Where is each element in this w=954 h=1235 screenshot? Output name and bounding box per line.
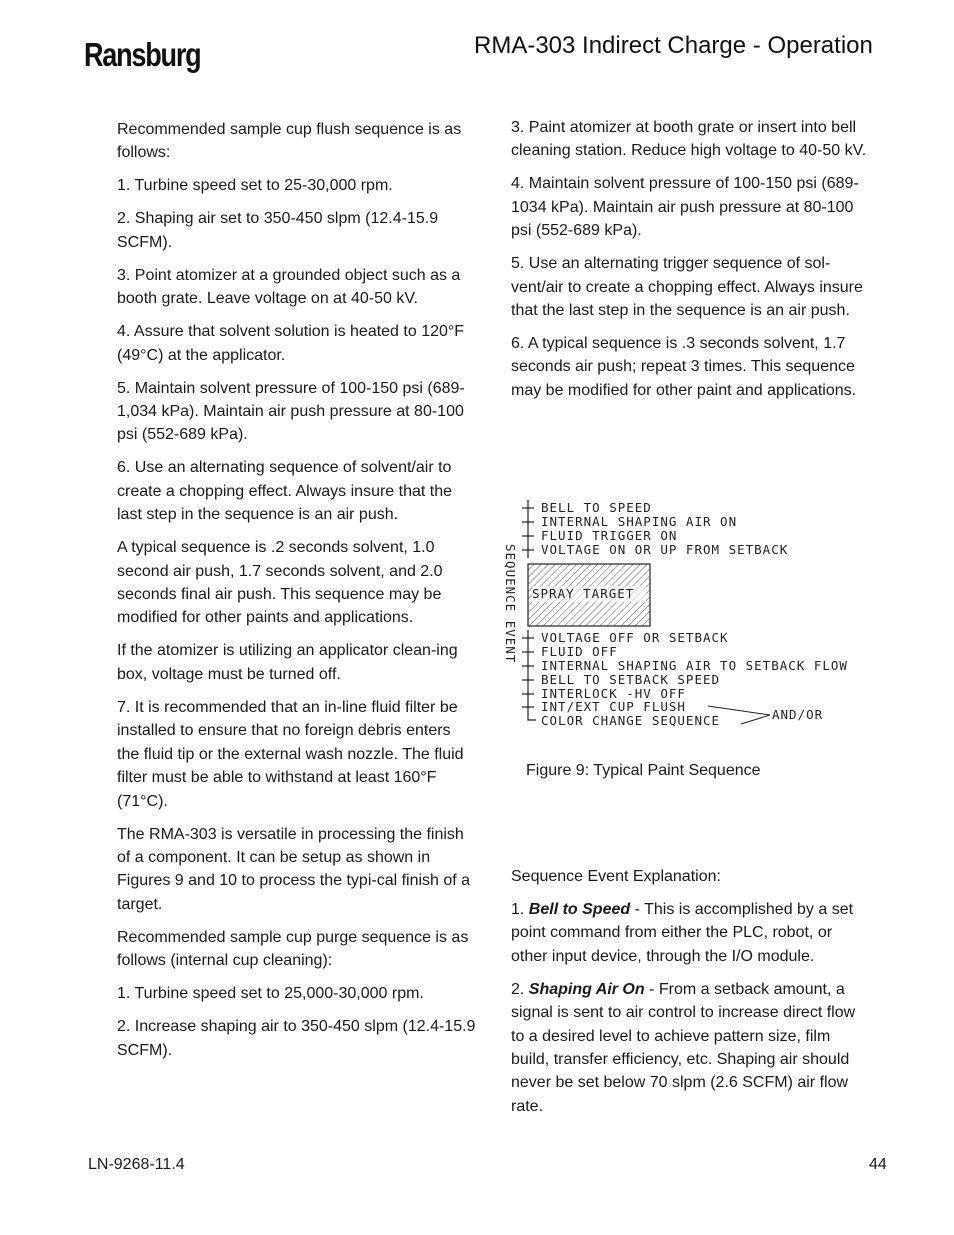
paragraph: 6. Use an alternating sequence of solvent/air to create a chopping effect. Always insure that the last step in the sequence is an air push. [117, 459, 453, 524]
item-text: - This is accomplished by a set point command from either the PLC, robot, or other input device, through the I/O module. [511, 901, 854, 965]
ransburg-logo: Ransburg [84, 36, 201, 73]
item-text: - From a setback amount, a signal is sent to air control to increase direct flow to a desired level to achieve pattern size, film build, transfer efficiency, etc. Shaping air should never be set below 70 slpm (2.6 SCFM) air flow rate. [511, 980, 856, 1115]
paragraph: The RMA-303 is versatile in processing the finish of a component. It can be setup as shown in Figures 9 and 10 to process the typi-cal finish of a target. [117, 825, 471, 913]
pointer-line [741, 715, 770, 724]
item-term: Shaping Air On [528, 980, 645, 998]
paragraph: 3. Point atomizer at a grounded object such as a booth grate. Leave voltage on at 40-50 kV. [117, 266, 461, 308]
paragraph: Recommended sample cup purge sequence is as follows (internal cup cleaning): [117, 928, 469, 970]
sequence-diagram [498, 494, 888, 734]
item-term: Bell to Speed [528, 901, 631, 918]
paragraph: If the atomizer is utilizing an applicator clean-ing box, voltage must be turned off. [117, 642, 458, 683]
paragraph: 7. It is recommended that an in-line fluid filter be installed to ensure that no foreign debris enters the fluid tip or the external wash nozzle. The fluid filter must be able to withstand at least 160°F (71°C). [117, 698, 464, 810]
explanation-item [511, 978, 871, 1118]
paragraph: Recommended sample cup flush sequence is as follows: [117, 121, 462, 162]
event-label: FLUID OFF [541, 644, 618, 659]
doc-number: LN-9268-11.4 [88, 1156, 185, 1173]
sequence-explanation [511, 865, 871, 1128]
and-or-label: AND/OR [772, 707, 824, 722]
event-label: INT/EXT CUP FLUSH [541, 699, 686, 714]
paragraph: 6. A typical sequence is .3 seconds solvent, 1.7 seconds air push; repeat 3 times. This sequence may be modified for other paint and applications. [511, 335, 857, 399]
item-number: 1. [511, 901, 529, 918]
explanation-intro: Sequence Event Explanation: [511, 868, 721, 885]
event-label: VOLTAGE OFF OR SETBACK [541, 630, 729, 645]
paragraph: 2. Increase shaping air to 350-450 slpm (12.4-15.9 SCFM). [117, 1018, 476, 1059]
paragraph: 4. Assure that solvent solution is heated to 120°F (49°C) at the applicator. [117, 323, 465, 364]
event-label: VOLTAGE ON OR UP FROM SETBACK [541, 542, 789, 557]
paragraph: 4. Maintain solvent pressure of 100-150 psi (689-1034 kPa). Maintain air push pressure at 80-100 psi (552-689 kPa). [511, 175, 859, 240]
spray-target-label: SPRAY TARGET [532, 586, 635, 601]
explanation-item [511, 898, 871, 968]
paragraph: 5. Use an alternating trigger sequence of sol-vent/air to create a chopping effect. Always insure that the last step in the sequence is an air push. [511, 255, 863, 320]
event-label: BELL TO SPEED [541, 500, 652, 515]
page-title: RMA-303 Indirect Charge - Operation [474, 32, 873, 59]
item-number: 2. [511, 980, 529, 998]
paragraph: 2. Shaping air set to 350-450 slpm (12.4-15.9 SCFM). [117, 210, 439, 251]
right-column-top [511, 116, 871, 412]
event-label: BELL TO SETBACK SPEED [541, 672, 721, 687]
paragraph: A typical sequence is .2 seconds solvent, 1.0 second air push, 1.7 seconds solvent, and 2.0 seconds final air push. This sequence may be modified for other paints and applications. [117, 539, 443, 627]
paragraph: 1. Turbine speed set to 25-30,000 rpm. [117, 177, 393, 195]
left-column [117, 118, 477, 1072]
event-label: INTERNAL SHAPING AIR ON [541, 514, 738, 529]
event-label: INTERNAL SHAPING AIR TO SETBACK FLOW [541, 658, 848, 673]
event-label: INTERLOCK -HV OFF [541, 686, 686, 701]
paragraph: 3. Paint atomizer at booth grate or insert into bell cleaning station. Reduce high voltage to 40-50 kV. [511, 119, 867, 160]
paint-sequence-figure [498, 494, 888, 734]
axis-label: SEQUENCE EVENT [503, 544, 518, 664]
page-number: 44 [869, 1156, 887, 1173]
event-label: FLUID TRIGGER ON [541, 528, 678, 543]
event-label: COLOR CHANGE SEQUENCE [541, 713, 721, 728]
paragraph: 5. Maintain solvent pressure of 100-150 psi (689-1,034 kPa). Maintain air push pressure at 80-100 psi (552-689 kPa). [117, 379, 465, 444]
figure-caption: Figure 9: Typical Paint Sequence [526, 762, 761, 779]
paragraph: 1. Turbine speed set to 25,000-30,000 rpm. [117, 985, 424, 1003]
